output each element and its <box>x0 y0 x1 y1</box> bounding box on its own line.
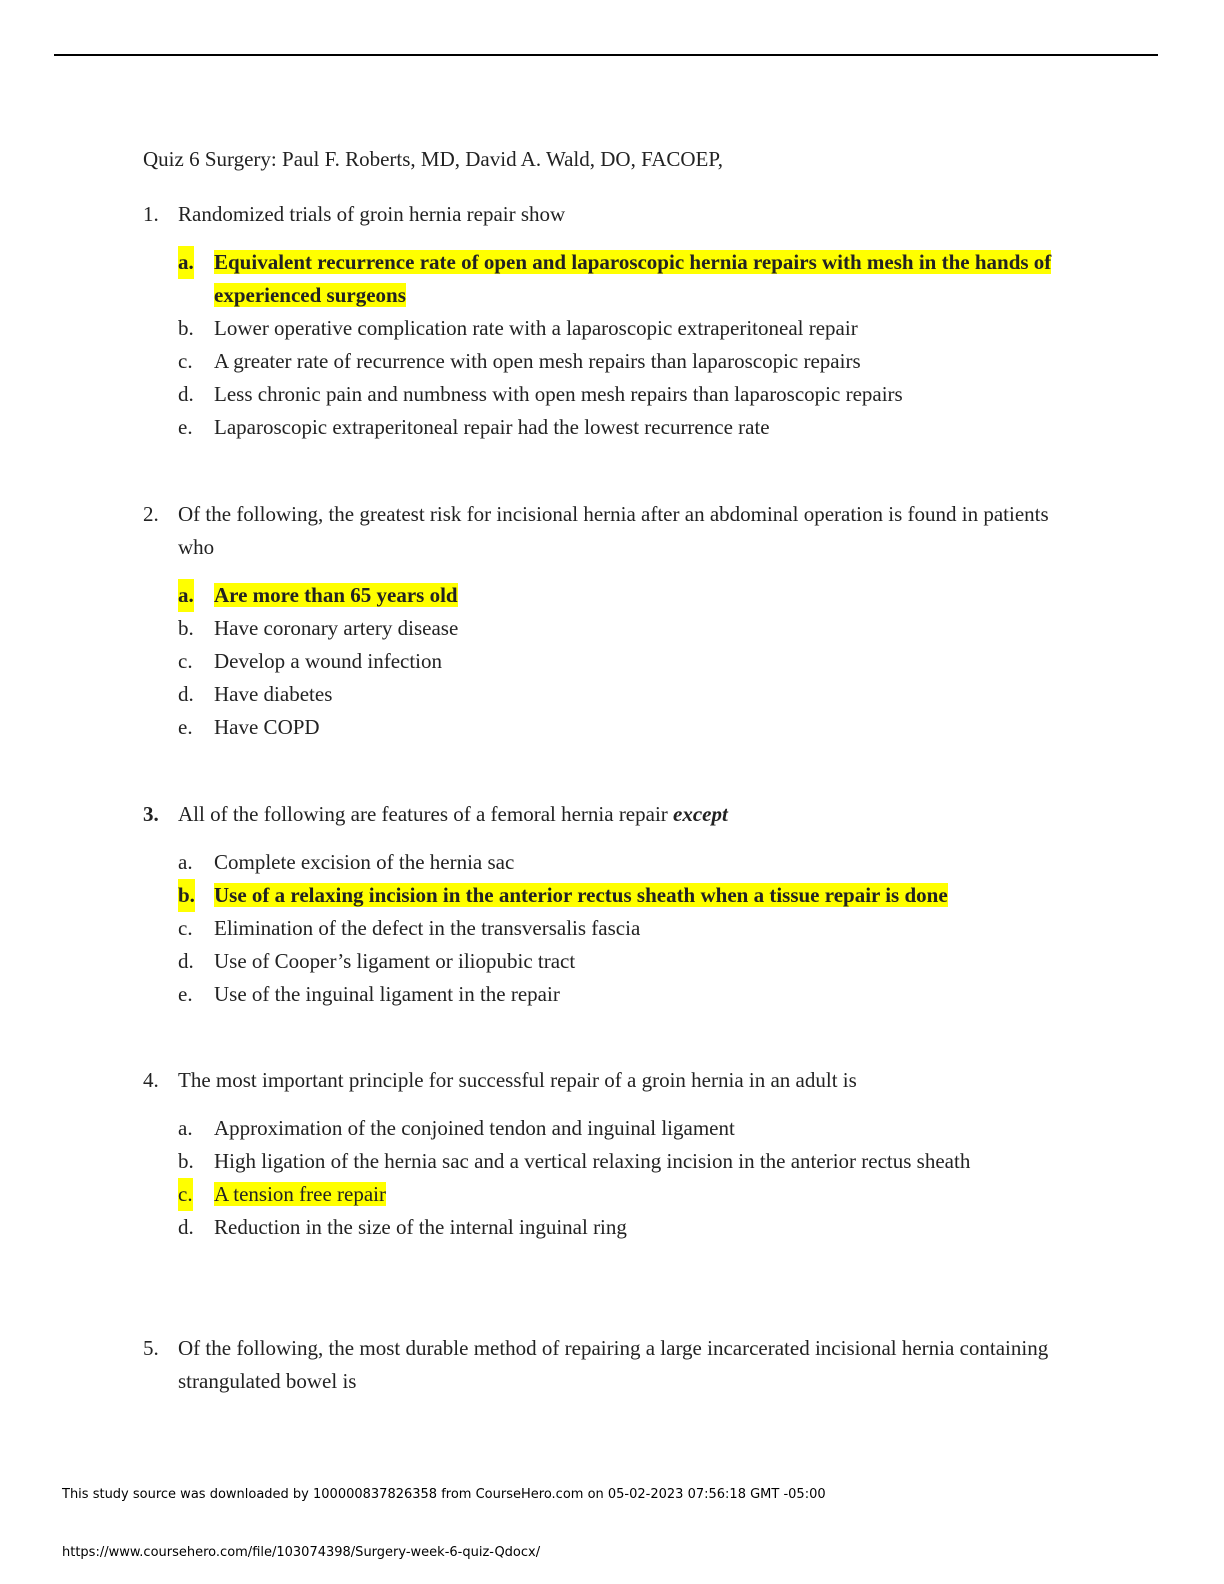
question-2 <box>143 498 1104 744</box>
answer-option <box>143 1211 1104 1244</box>
answer-option <box>143 612 1104 645</box>
answer-option <box>143 711 1104 744</box>
question-emphasis: except <box>673 802 728 826</box>
question-stem <box>143 198 1068 231</box>
answer-letter: e. <box>178 415 193 439</box>
answer-text: Use of a relaxing incision in the anterior rectus sheath when a tissue repair is done <box>214 883 948 907</box>
source-url-link[interactable]: https://www.coursehero.com/file/103074398/Surgery-week-6-quiz-Qdocx/ <box>62 1545 541 1560</box>
answer-letter: c. <box>178 1178 193 1211</box>
answer-option <box>143 846 1104 879</box>
question-number: 2. <box>143 502 159 526</box>
question-text: Of the following, the most durable method of repairing a large incarcerated incisional hernia containing strangulated bowel is <box>178 1336 1049 1393</box>
answer-text: Have COPD <box>214 715 320 739</box>
answer-text: Laparoscopic extraperitoneal repair had the lowest recurrence rate <box>214 415 770 439</box>
answer-text: A tension free repair <box>214 1182 387 1206</box>
download-source-line: This study source was downloaded by 100000837826358 from CourseHero.com on 05-02-2023 07:56:18 GMT -05:00 <box>62 1487 826 1502</box>
top-rule <box>54 54 1158 56</box>
answer-text: Have coronary artery disease <box>214 616 459 640</box>
question-1 <box>143 198 1104 444</box>
answer-option <box>143 945 1104 978</box>
answer-option <box>143 411 1104 444</box>
answer-text: Are more than 65 years old <box>214 583 458 607</box>
answer-option <box>143 645 1104 678</box>
answer-option <box>143 678 1104 711</box>
answer-text: Develop a wound infection <box>214 649 443 673</box>
question-5 <box>143 1332 1068 1398</box>
question-text: All of the following are features of a femoral hernia repair <box>178 802 668 826</box>
answer-text: A greater rate of recurrence with open mesh repairs than laparoscopic repairs <box>214 349 861 373</box>
question-stem <box>143 1064 1068 1097</box>
answer-text: Complete excision of the hernia sac <box>214 850 515 874</box>
answer-letter: a. <box>178 1116 193 1140</box>
answer-option <box>143 1112 1104 1145</box>
answer-text: Use of the inguinal ligament in the repair <box>214 982 560 1006</box>
answer-text: Use of Cooper’s ligament or iliopubic tract <box>214 949 576 973</box>
quiz-title: Quiz 6 Surgery: Paul F. Roberts, MD, David A. Wald, DO, FACOEP, <box>143 147 723 171</box>
answer-letter: d. <box>178 682 194 706</box>
answer-list <box>143 1112 1104 1244</box>
answer-option-correct <box>143 879 1104 912</box>
answer-text: Have diabetes <box>214 682 333 706</box>
answer-option <box>143 312 1104 345</box>
answer-letter: b. <box>178 879 195 912</box>
question-stem <box>143 798 1068 831</box>
question-text: The most important principle for successful repair of a groin hernia in an adult is <box>178 1068 857 1092</box>
answer-letter: c. <box>178 916 193 940</box>
question-text: Randomized trials of groin hernia repair show <box>178 202 566 226</box>
answer-letter: e. <box>178 715 193 739</box>
answer-list <box>143 579 1104 744</box>
answer-letter: e. <box>178 982 193 1006</box>
answer-letter: a. <box>178 579 194 612</box>
answer-letter: c. <box>178 349 193 373</box>
question-number: 5. <box>143 1336 159 1360</box>
question-3 <box>143 798 1104 1011</box>
answer-option <box>143 978 1104 1011</box>
question-stem <box>143 498 1068 564</box>
answer-option <box>143 345 1104 378</box>
answer-text: Less chronic pain and numbness with open mesh repairs than laparoscopic repairs <box>214 382 903 406</box>
answer-letter: c. <box>178 649 193 673</box>
question-text: Of the following, the greatest risk for incisional hernia after an abdominal operation is found in patients who <box>178 502 1049 559</box>
answer-text: Approximation of the conjoined tendon and inguinal ligament <box>214 1116 735 1140</box>
question-number: 4. <box>143 1068 159 1092</box>
answer-list <box>143 246 1104 444</box>
answer-letter: a. <box>178 246 194 279</box>
answer-option <box>143 912 1104 945</box>
answer-text: Reduction in the size of the internal inguinal ring <box>214 1215 627 1239</box>
answer-list <box>143 846 1104 1011</box>
answer-letter: b. <box>178 1149 194 1173</box>
answer-option-correct <box>143 246 1104 312</box>
question-stem <box>143 1332 1068 1398</box>
answer-text: Equivalent recurrence rate of open and laparoscopic hernia repairs with mesh in the hands of experienced surgeons <box>214 250 1052 307</box>
answer-option <box>143 1145 1104 1178</box>
answer-text: Lower operative complication rate with a laparoscopic extraperitoneal repair <box>214 316 858 340</box>
answer-option <box>143 378 1104 411</box>
answer-letter: b. <box>178 616 194 640</box>
answer-letter: d. <box>178 949 194 973</box>
answer-letter: a. <box>178 850 193 874</box>
question-number: 1. <box>143 202 159 226</box>
answer-text: High ligation of the hernia sac and a vertical relaxing incision in the anterior rectus sheath <box>214 1149 971 1173</box>
answer-option-correct <box>143 579 1104 612</box>
question-4 <box>143 1064 1104 1244</box>
answer-option-correct <box>143 1178 1104 1211</box>
answer-letter: d. <box>178 382 194 406</box>
question-number: 3. <box>143 802 159 826</box>
answer-letter: b. <box>178 316 194 340</box>
answer-text: Elimination of the defect in the transversalis fascia <box>214 916 641 940</box>
answer-letter: d. <box>178 1215 194 1239</box>
